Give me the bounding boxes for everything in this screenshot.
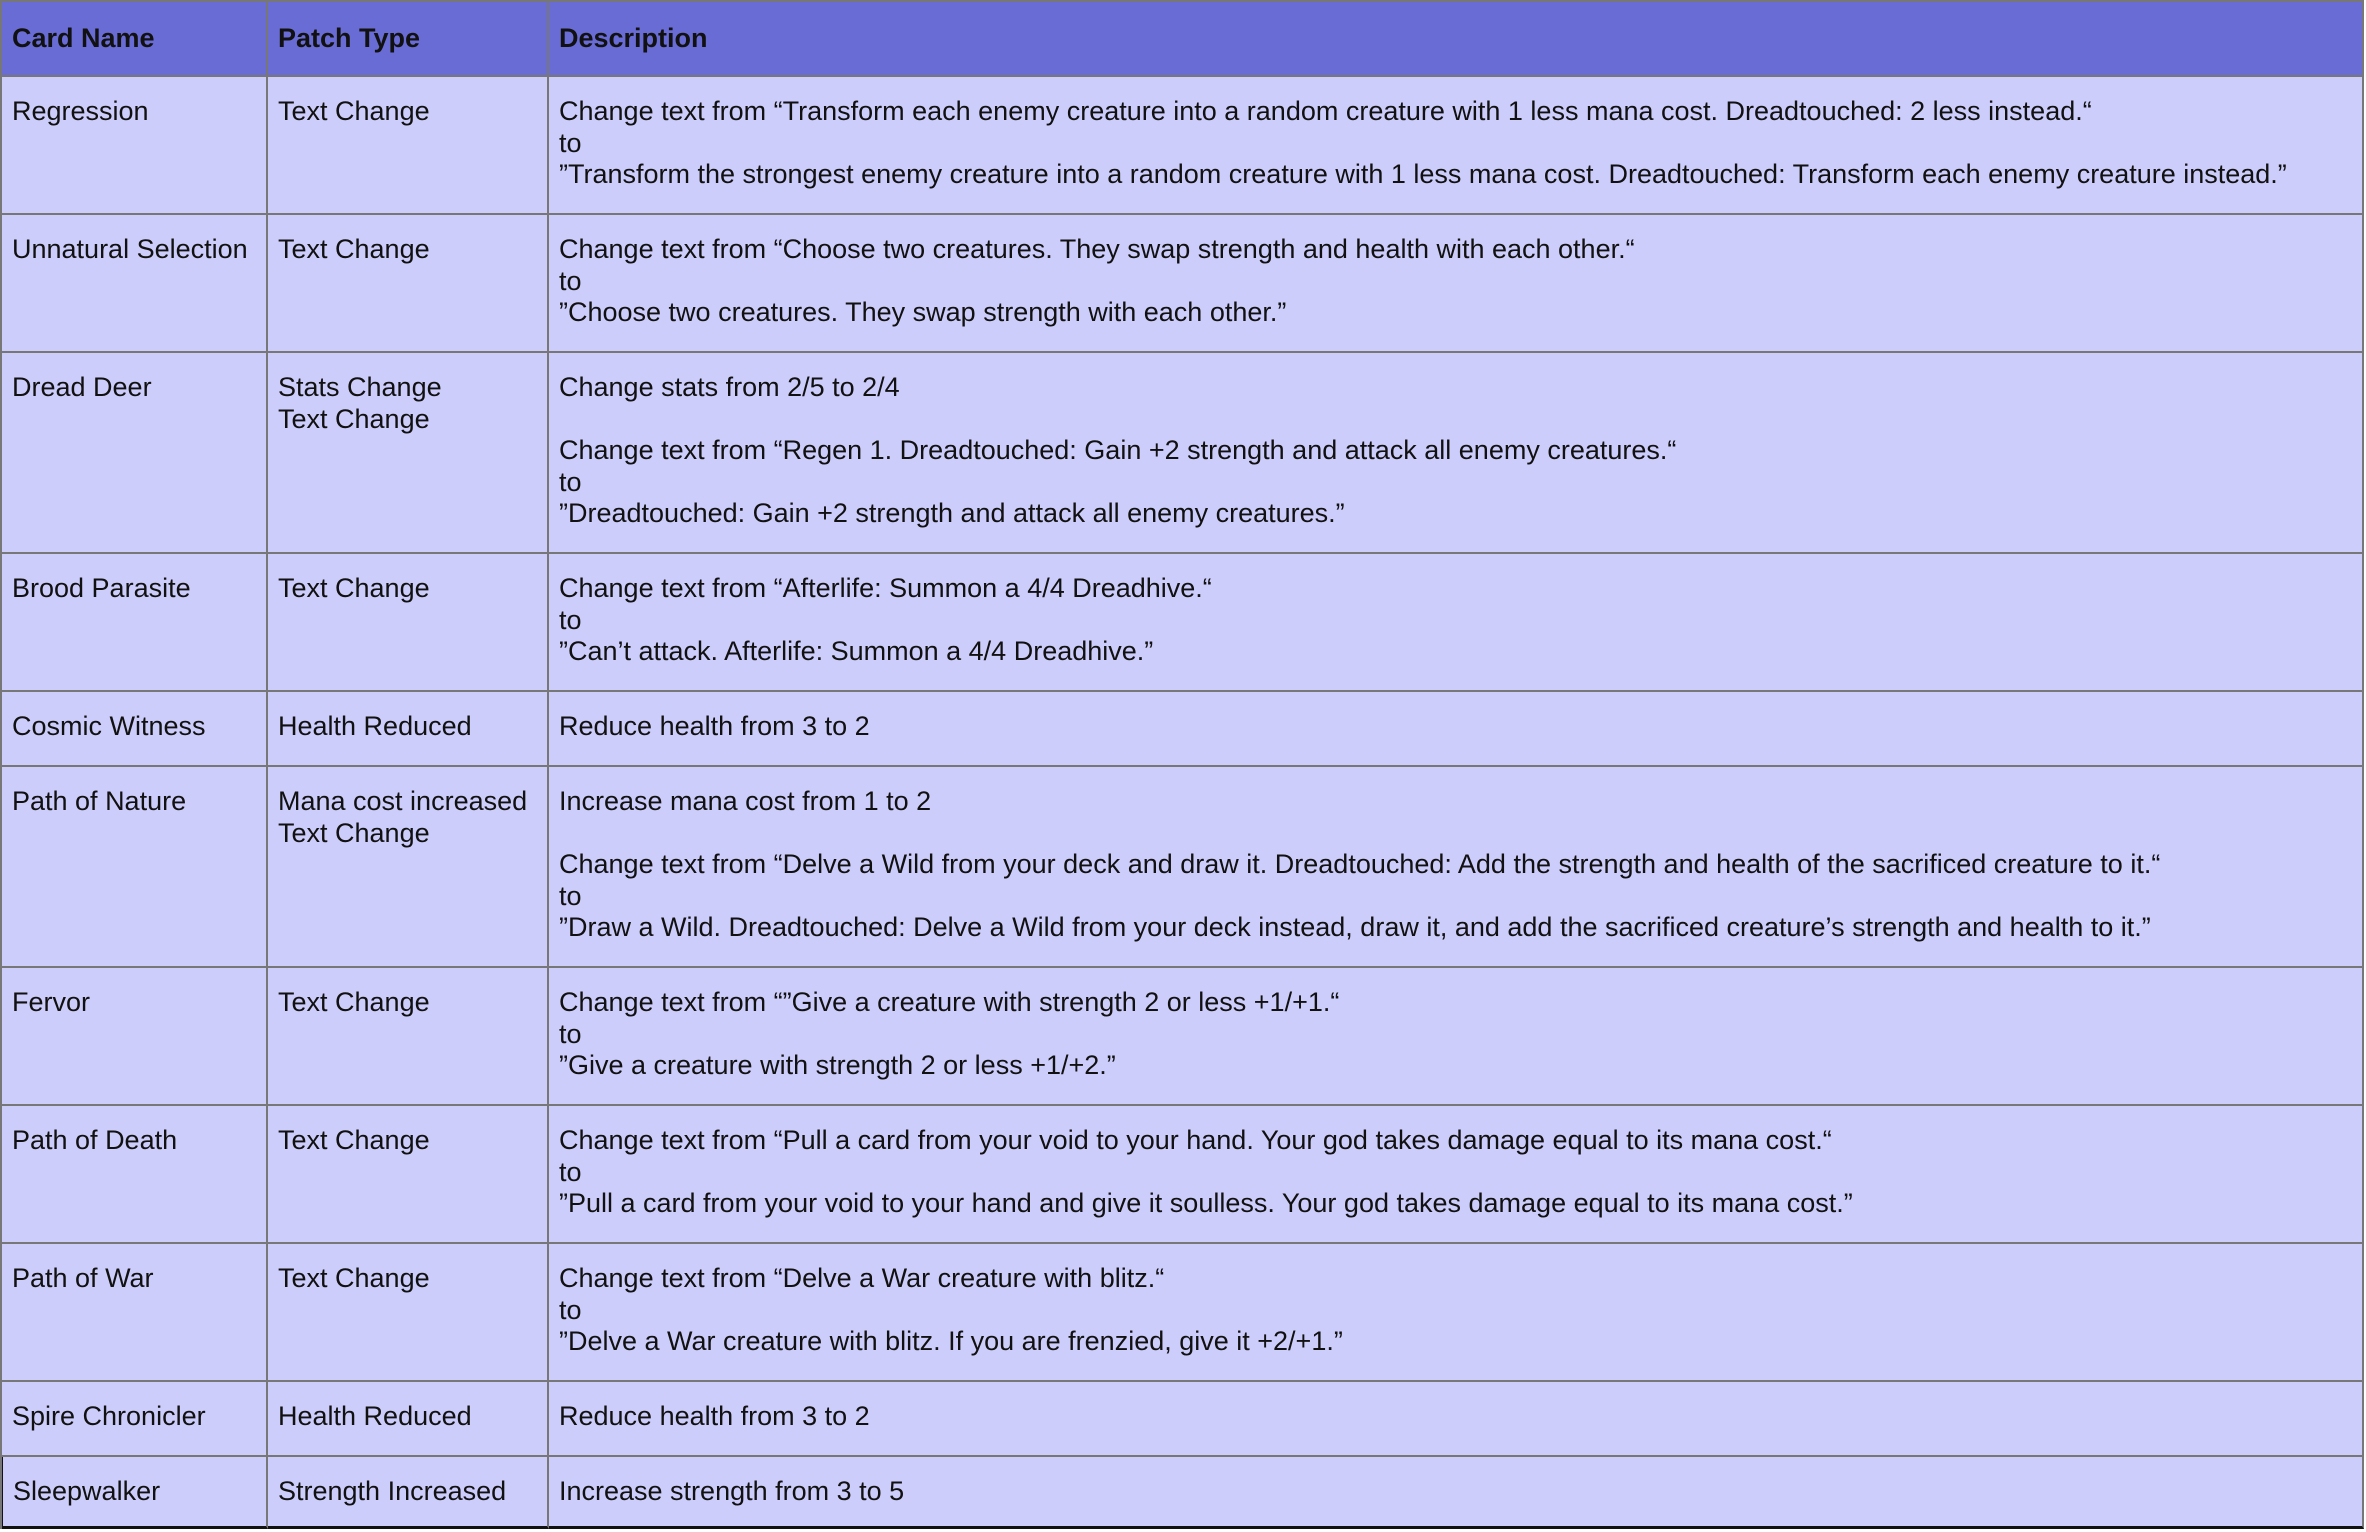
header-card-name: Card Name <box>2 2 268 77</box>
patch-type-label: Stats Change <box>278 372 442 402</box>
description-line: ”Pull a card from your void to your hand and give it soulless. Your god takes damage equal to its mana cost.” <box>559 1188 1853 1218</box>
description-cell <box>549 215 2364 353</box>
description-line: to <box>559 880 582 911</box>
patch-type-cell <box>268 767 549 968</box>
description-line: ”Give a creature with strength 2 or less +1/+2.” <box>559 1050 1116 1080</box>
patch-type-cell <box>268 1106 549 1244</box>
patch-type-label: Mana cost increased <box>278 786 528 816</box>
patch-type-label: Health Reduced <box>278 1401 472 1431</box>
patch-type-cell <box>268 1382 549 1457</box>
patch-type-cell <box>268 968 549 1106</box>
card-name-cell: Path of Death <box>2 1106 268 1244</box>
patch-type-label: Strength Increased <box>278 1476 507 1506</box>
description-line: to <box>559 265 582 296</box>
description-line: ”Delve a War creature with blitz. If you are frenzied, give it +2/+1.” <box>559 1326 1343 1356</box>
description-line: to <box>559 1156 582 1187</box>
description-cell <box>549 77 2364 215</box>
paragraph-gap <box>559 404 2352 436</box>
description-line: Change text from “”Give a creature with strength 2 or less +1/+1.“ <box>559 987 1340 1017</box>
description-line: ”Can’t attack. Afterlife: Summon a 4/4 Dreadhive.” <box>559 636 1154 666</box>
description-cell <box>549 1244 2364 1382</box>
patch-type-cell <box>268 215 549 353</box>
description-cell <box>549 692 2364 767</box>
card-name-cell: Brood Parasite <box>2 554 268 692</box>
patch-type-cell <box>268 1244 549 1382</box>
card-name-cell: Cosmic Witness <box>2 692 268 767</box>
description-cell <box>549 1457 2364 1529</box>
description-cell <box>549 1106 2364 1244</box>
card-name-cell: Path of Nature <box>2 767 268 968</box>
description-line: Increase mana cost from 1 to 2 <box>559 786 932 816</box>
card-name-cell: Spire Chronicler <box>2 1382 268 1457</box>
description-line: Change stats from 2/5 to 2/4 <box>559 372 900 402</box>
description-line: Change text from “Transform each enemy creature into a random creature with 1 less mana cost. Dreadtouched: 2 less instead.“ <box>559 96 2092 126</box>
description-line: to <box>559 1018 582 1049</box>
description-cell <box>549 1382 2364 1457</box>
description-line: Change text from “Delve a War creature with blitz.“ <box>559 1263 1165 1293</box>
description-cell <box>549 968 2364 1106</box>
description-line: to <box>559 1294 582 1325</box>
patch-type-label: Text Change <box>278 1125 430 1155</box>
description-line: to <box>559 466 582 497</box>
patch-type-cell <box>268 353 549 554</box>
patch-type-cell <box>268 77 549 215</box>
description-line: Reduce health from 3 to 2 <box>559 711 870 741</box>
description-line: to <box>559 604 582 635</box>
patch-type-label: Text Change <box>278 234 430 264</box>
paragraph-gap <box>559 818 2352 850</box>
patch-type-label: Text Change <box>278 573 430 603</box>
description-line: Increase strength from 3 to 5 <box>559 1476 905 1506</box>
description-line: Change text from “Pull a card from your void to your hand. Your god takes damage equal to its mana cost.“ <box>559 1125 1832 1155</box>
card-name-cell: Regression <box>2 77 268 215</box>
patch-type-cell <box>268 1457 549 1529</box>
description-line: ”Draw a Wild. Dreadtouched: Delve a Wild from your deck instead, draw it, and add the sacrificed creature’s strength and health to it.” <box>559 912 2151 942</box>
card-name-cell: Sleepwalker <box>2 1457 268 1529</box>
description-cell <box>549 353 2364 554</box>
card-name-cell: Path of War <box>2 1244 268 1382</box>
patch-type-label: Text Change <box>278 1263 430 1293</box>
patch-type-label: Text Change <box>278 987 430 1017</box>
patch-type-label: Text Change <box>278 817 430 848</box>
patch-type-label: Text Change <box>278 96 430 126</box>
patch-type-cell <box>268 554 549 692</box>
description-line: Change text from “Choose two creatures. They swap strength and health with each other.“ <box>559 234 1635 264</box>
description-line: Change text from “Regen 1. Dreadtouched: Gain +2 strength and attack all enemy creatures.“ <box>559 435 1677 465</box>
description-line: ”Dreadtouched: Gain +2 strength and attack all enemy creatures.” <box>559 498 1345 528</box>
card-name-cell: Dread Deer <box>2 353 268 554</box>
header-patch-type: Patch Type <box>268 2 549 77</box>
description-line: Change text from “Afterlife: Summon a 4/4 Dreadhive.“ <box>559 573 1212 603</box>
card-name-cell: Unnatural Selection <box>2 215 268 353</box>
header-description: Description <box>549 2 2364 77</box>
patch-type-label: Health Reduced <box>278 711 472 741</box>
description-line: Change text from “Delve a Wild from your deck and draw it. Dreadtouched: Add the strength and health of the sacrificed creature to it.“ <box>559 849 2161 879</box>
patch-type-cell <box>268 692 549 767</box>
description-cell <box>549 554 2364 692</box>
description-line: Reduce health from 3 to 2 <box>559 1401 870 1431</box>
description-cell <box>549 767 2364 968</box>
patch-type-label: Text Change <box>278 403 430 434</box>
card-name-cell: Fervor <box>2 968 268 1106</box>
description-line: ”Choose two creatures. They swap strength with each other.” <box>559 297 1287 327</box>
description-line: ”Transform the strongest enemy creature into a random creature with 1 less mana cost. Dreadtouched: Transform each enemy creature instead.” <box>559 159 2287 189</box>
description-line: to <box>559 127 582 158</box>
